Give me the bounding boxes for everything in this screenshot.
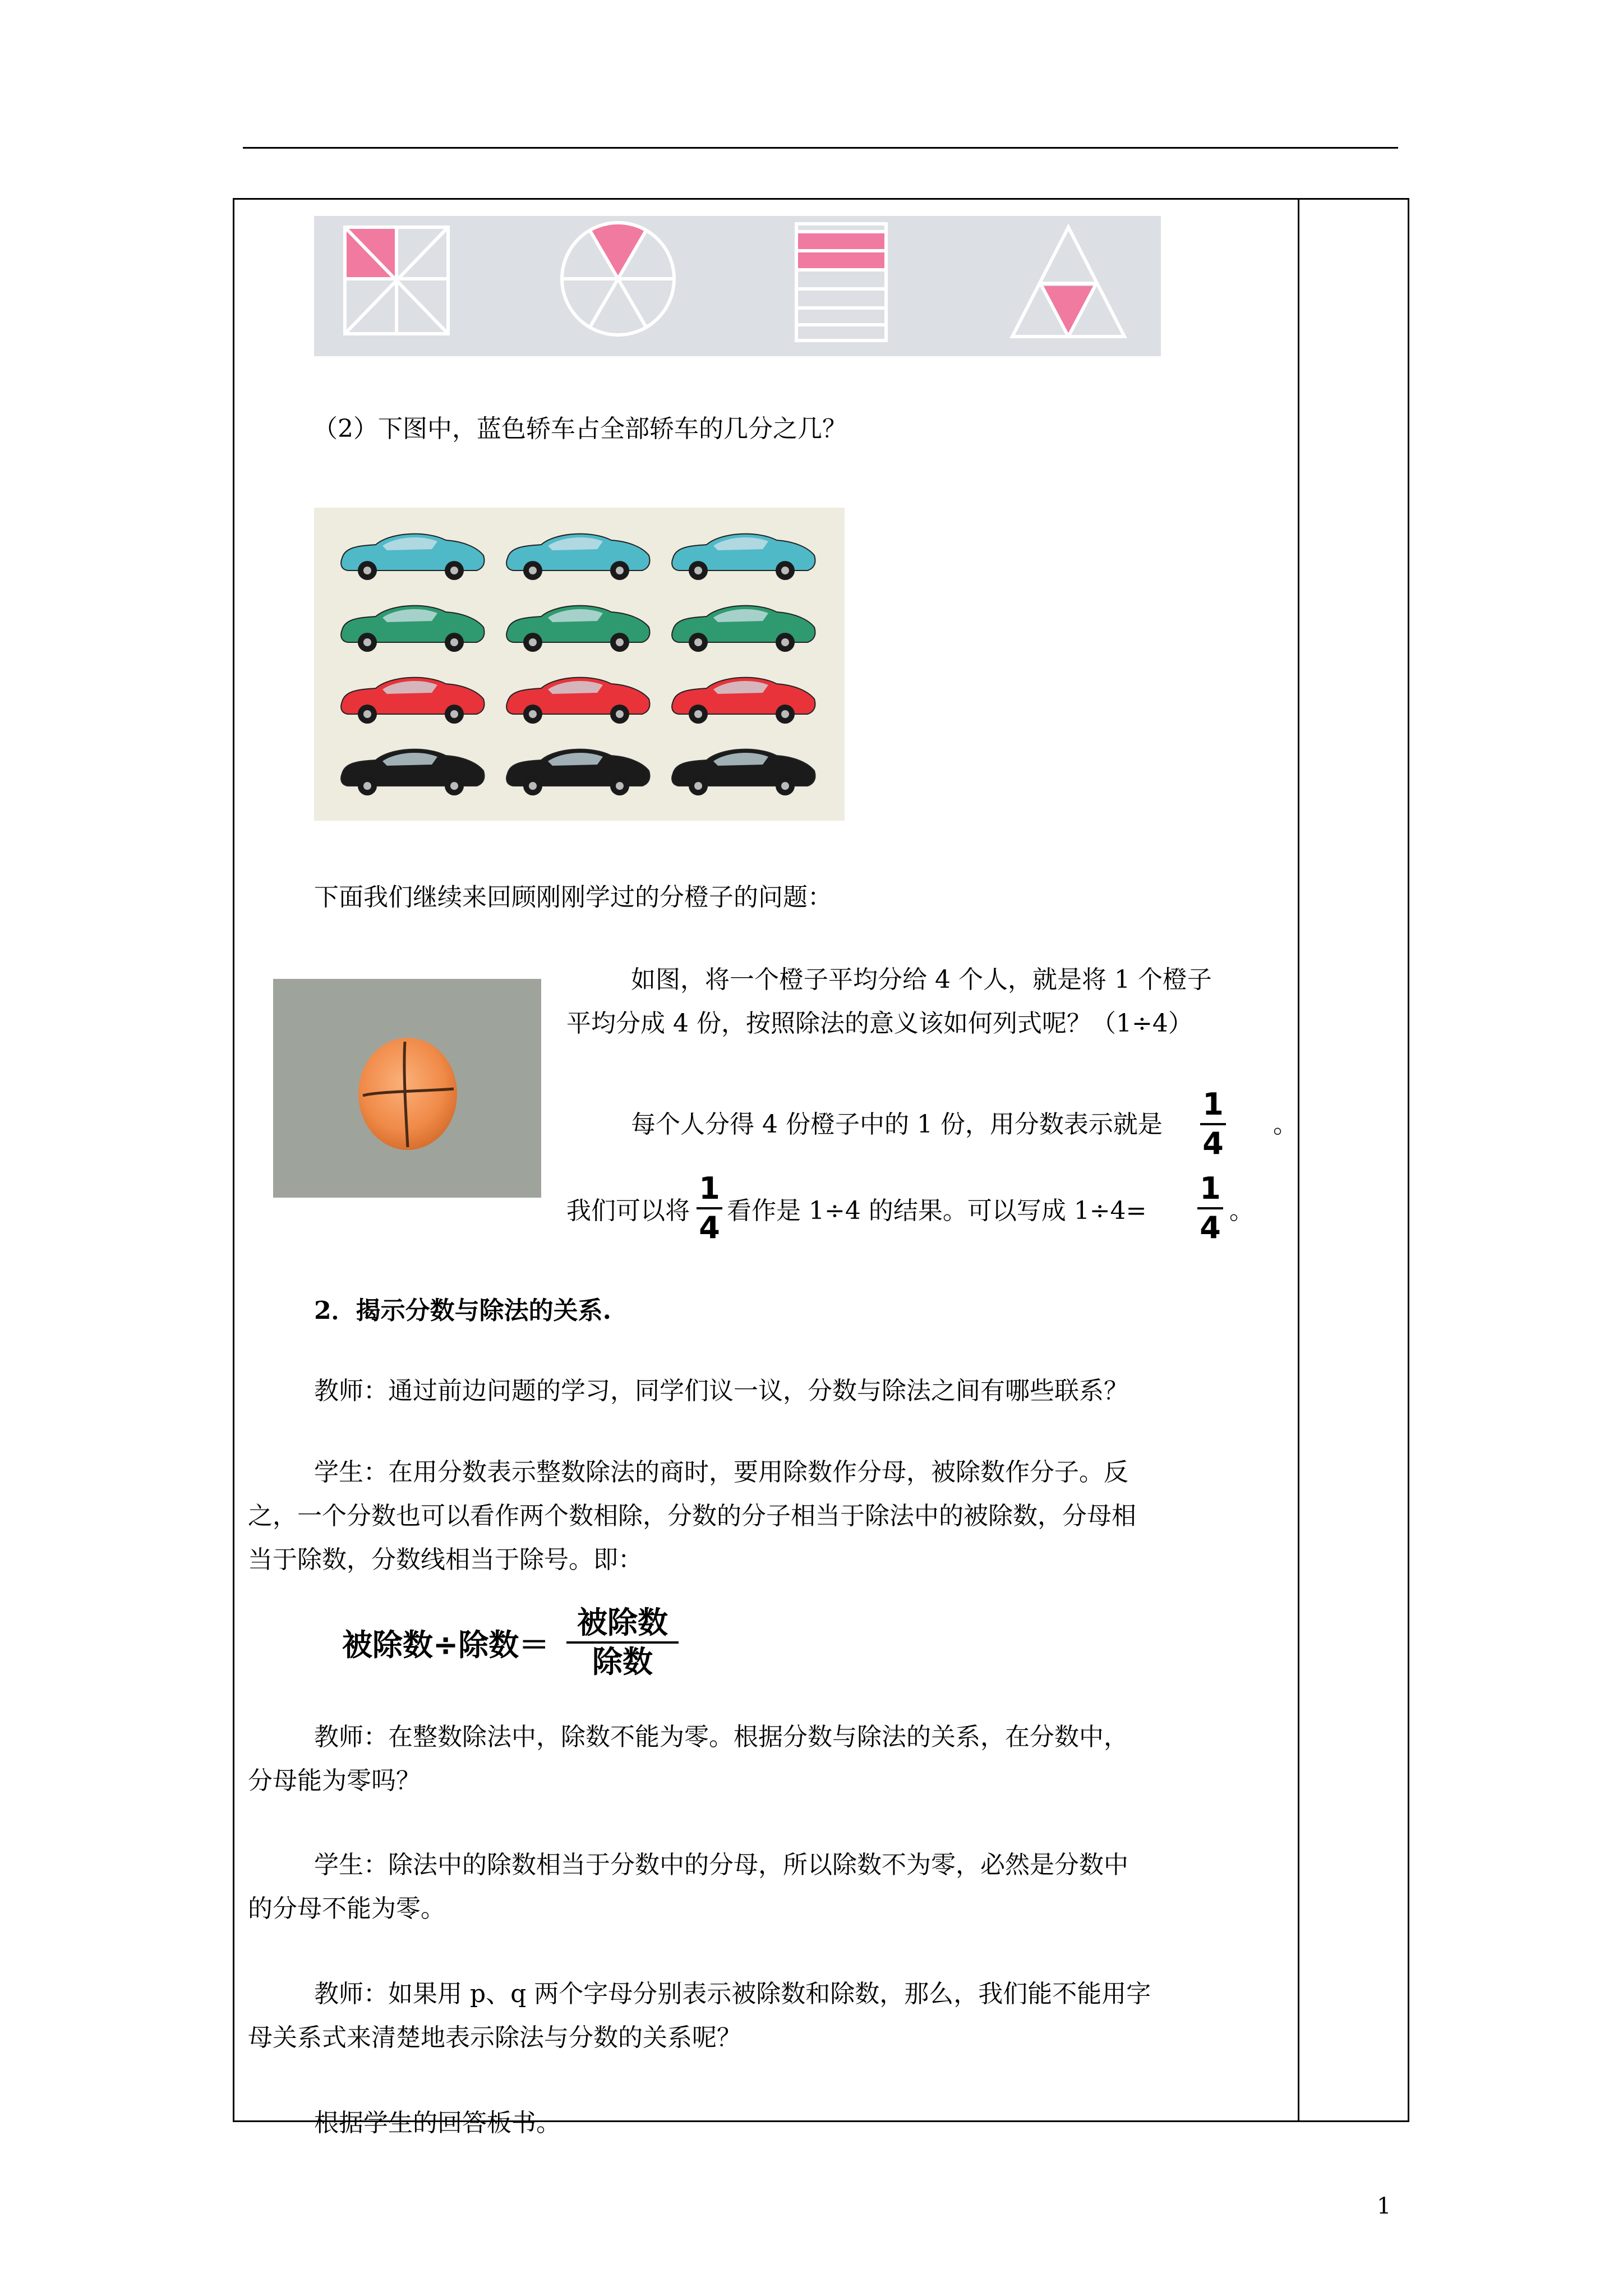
orange-line-2: 平均分成 4 份，按照除法的意义该如何列式呢？（1÷4） <box>566 1009 1193 1038</box>
fraction-one-quarter-a: 1 4 <box>1200 1087 1226 1161</box>
teacher-question-3-line-2: 母关系式来清楚地表示除法与分数的关系呢？ <box>248 2023 741 2052</box>
student-answer-2-line-1: 学生：除法中的除数相当于分数中的分母，所以除数不为零，必然是分数中 <box>314 1851 1128 1879</box>
teacher-question-2-line-2: 分母能为零吗？ <box>248 1766 421 1795</box>
fraction-one-quarter-c: 1 4 <box>1197 1171 1223 1245</box>
orange-line-4a: 我们可以将 <box>566 1197 690 1225</box>
header-rule <box>243 147 1398 149</box>
cars-figure <box>314 508 845 821</box>
formula-fraction: 被除数 除数 <box>566 1605 679 1680</box>
board-note: 根据学生的回答板书。 <box>314 2109 561 2137</box>
table-column-divider <box>1298 198 1299 2122</box>
square-octants-shape <box>345 227 448 334</box>
page-number: 1 <box>1377 2193 1391 2219</box>
student-answer-1-line-1: 学生：在用分数表示整数除法的商时，要用除数作分母，被除数作分子。反 <box>314 1458 1128 1487</box>
shapes-figure <box>314 216 1161 356</box>
orange-photo <box>273 979 541 1198</box>
section-2-title: 2．揭示分数与除法的关系. <box>314 1296 611 1325</box>
fraction-one-quarter-b: 1 4 <box>697 1171 722 1245</box>
formula-lhs: 被除数÷除数＝ <box>342 1627 550 1663</box>
orange-line-3: 每个人分得 4 份橙子中的 1 份，用分数表示就是 <box>631 1110 1163 1139</box>
review-text: 下面我们继续来回顾刚刚学过的分橙子的问题： <box>314 883 832 912</box>
orange-line-1: 如图，将一个橙子平均分给 4 个人，就是将 1 个橙子 <box>631 965 1212 994</box>
student-answer-1-line-3: 当于除数，分数线相当于除号。即： <box>248 1545 643 1574</box>
period-a: 。 <box>1273 1110 1298 1139</box>
period-b: 。 <box>1229 1197 1254 1225</box>
teacher-question-3-line-1: 教师：如果用 p、q 两个字母分别表示被除数和除数，那么，我们能不能用字 <box>314 1980 1151 2008</box>
student-answer-2-line-2: 的分母不能为零。 <box>248 1894 445 1923</box>
question-2: （2）下图中，蓝色轿车占全部轿车的几分之几？ <box>313 415 847 443</box>
teacher-question-1: 教师：通过前边问题的学习，同学们议一议，分数与除法之间有哪些联系？ <box>314 1377 1128 1405</box>
teacher-question-2-line-1: 教师：在整数除法中，除数不能为零。根据分数与除法的关系，在分数中， <box>314 1723 1128 1751</box>
student-answer-1-line-2: 之，一个分数也可以看作两个数相除，分数的分子相当于除法中的被除数，分母相 <box>248 1502 1136 1530</box>
orange-line-4b: 看作是 1÷4 的结果。可以写成 1÷4= <box>727 1197 1147 1225</box>
